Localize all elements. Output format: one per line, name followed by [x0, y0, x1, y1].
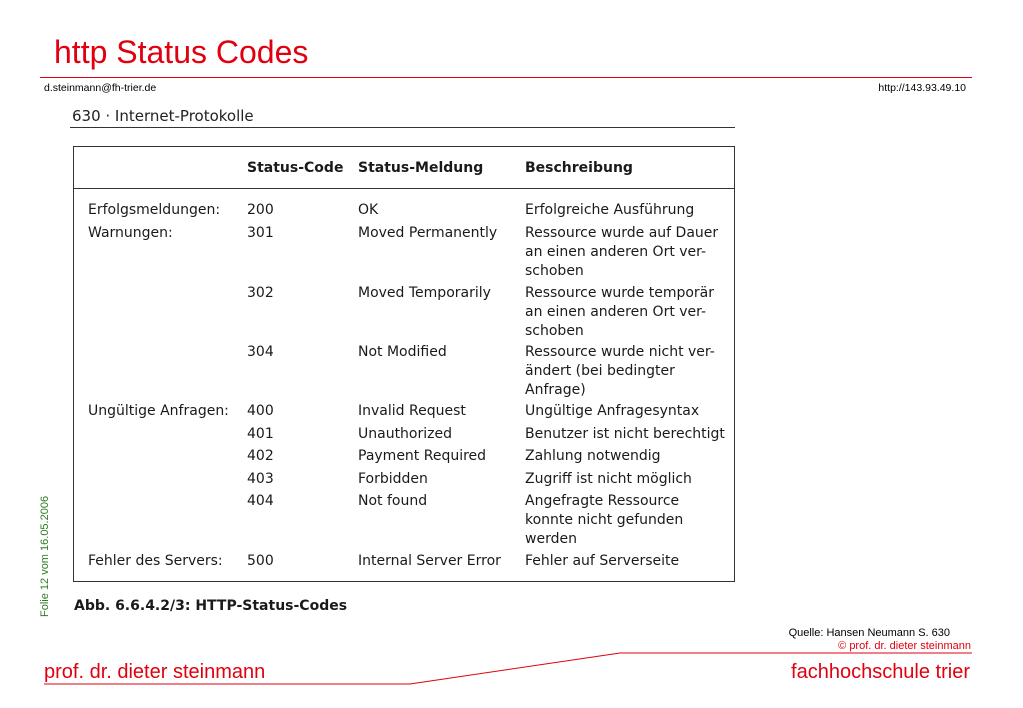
row-group-label: Warnungen: — [88, 225, 173, 241]
row-status-code: 400 — [247, 403, 274, 419]
column-header-status-message: Status-Meldung — [358, 160, 484, 176]
row-status-code: 500 — [247, 553, 274, 569]
row-status-message: Not Modified — [358, 344, 447, 360]
copyright-notice: © prof. dr. dieter steinmann — [838, 640, 971, 652]
footer-institution: fachhochschule trier — [791, 661, 970, 683]
row-status-message: OK — [358, 202, 379, 218]
footer-author: prof. dr. dieter steinmann — [44, 661, 266, 683]
row-status-code: 403 — [247, 471, 274, 487]
row-status-message: Internal Server Error — [358, 553, 501, 569]
row-status-message: Invalid Request — [358, 403, 466, 419]
row-status-code: 301 — [247, 225, 274, 241]
row-status-code: 304 — [247, 344, 274, 360]
row-status-message: Payment Required — [358, 448, 487, 464]
row-status-message: Moved Permanently — [358, 225, 498, 241]
row-status-code: 402 — [247, 448, 274, 464]
row-status-code: 302 — [247, 285, 274, 301]
author-email: d.steinmann@fh-trier.de — [44, 82, 157, 94]
source-citation: Quelle: Hansen Neumann S. 630 — [788, 627, 950, 639]
row-description: Zahlung notwendig — [525, 448, 661, 464]
row-group-label: Ungültige Anfragen: — [88, 403, 229, 419]
column-header-status-code: Status-Code — [247, 160, 344, 176]
figure-caption: Abb. 6.6.4.2/3: HTTP-Status-Codes — [74, 598, 348, 614]
book-page-header: 630 · Internet-Protokolle — [72, 107, 254, 125]
row-description: Zugriff ist nicht möglich — [525, 471, 692, 487]
row-description: Ungültige Anfragesyntax — [525, 403, 700, 419]
row-description: Benutzer ist nicht berechtigt — [525, 426, 725, 442]
row-group-label: Erfolgsmeldungen: — [88, 202, 221, 218]
server-url: http://143.93.49.10 — [878, 82, 966, 94]
row-group-label: Fehler des Servers: — [88, 553, 223, 569]
row-description: Ressource wurde auf Dauer an einen anderen Ort ver- schoben — [525, 225, 719, 279]
column-header-description: Beschreibung — [525, 160, 633, 176]
row-status-code: 401 — [247, 426, 274, 442]
slide-title: http Status Codes — [54, 34, 309, 70]
row-description: Angefragte Ressource konnte nicht gefunden werden — [525, 493, 684, 547]
row-description: Erfolgreiche Ausführung — [525, 202, 695, 218]
row-description: Ressource wurde nicht ver- ändert (bei bedingter Anfrage) — [525, 344, 715, 398]
row-description: Fehler auf Serverseite — [525, 553, 680, 569]
row-status-message: Unauthorized — [358, 426, 452, 442]
row-status-message: Not found — [358, 493, 428, 509]
row-status-message: Forbidden — [358, 471, 428, 487]
slide-number-date: Folie 12 vom 16.05.2006 — [39, 495, 51, 617]
row-description: Ressource wurde temporär an einen anderen Ort ver- schoben — [525, 285, 715, 339]
row-status-code: 200 — [247, 202, 274, 218]
row-status-code: 404 — [247, 493, 274, 509]
row-status-message: Moved Temporarily — [358, 285, 491, 301]
